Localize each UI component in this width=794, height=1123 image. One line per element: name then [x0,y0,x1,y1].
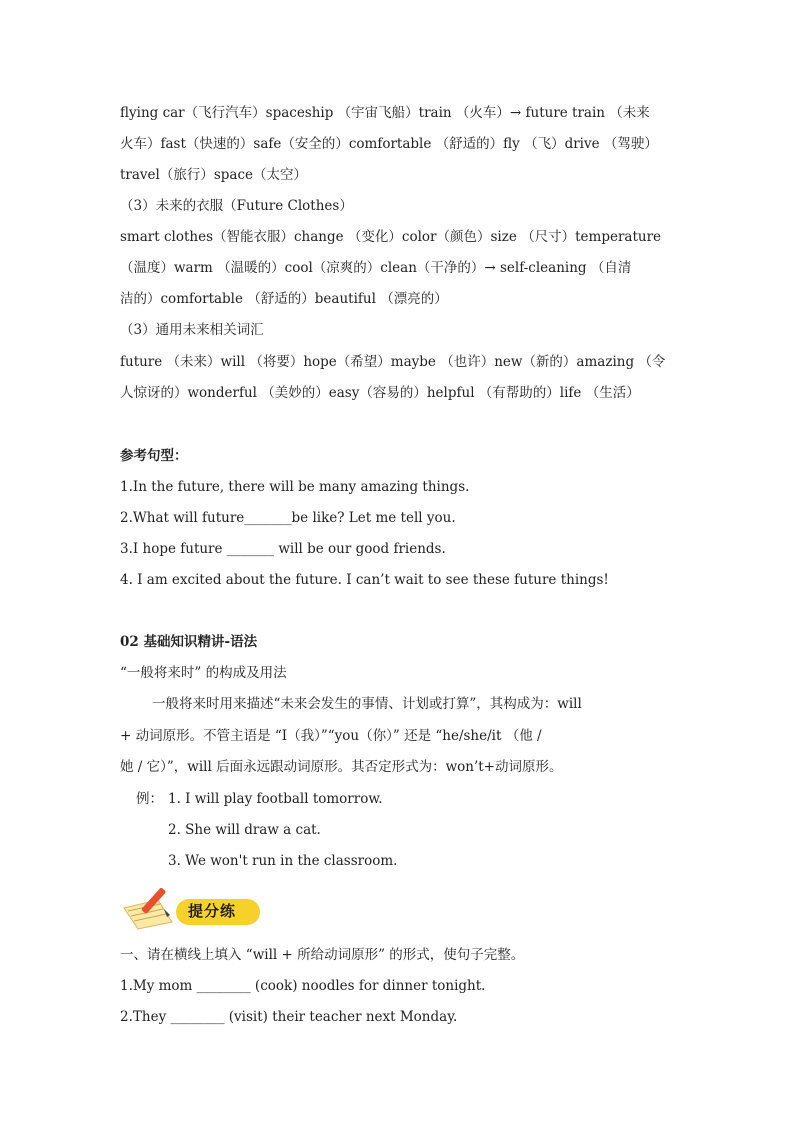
sentence-item: 1.In the future, there will be many amazing things. [120,479,470,495]
example-item: 2. She will draw a cat. [168,822,321,838]
grammar-paragraph: + 动词原形。不管主语是 “I（我）”“you（你）” 还是 “he/she/it （他 / [120,728,542,744]
vocab-line: 洁的）comfortable （舒适的）beautiful （漂亮的） [120,291,448,307]
grammar-paragraph: 一般将来时用来描述“未来会发生的事情、计划或打算”，其构成为：will [152,696,582,712]
example-item: 3. We won't run in the classroom. [168,853,398,869]
practice-item: 1.My mom ________ (cook) noodles for dinner tonight. [120,978,486,994]
vocab-line: flying car（飞行汽车）spaceship （宇宙飞船）train （火车）→ future train （未来 [120,105,650,121]
practice-badge [118,882,268,932]
grammar-heading: 02 基础知识精讲-语法 [120,634,258,650]
vocab-line: travel（旅行）space（太空） [120,167,308,183]
grammar-subheading: “一般将来时” 的构成及用法 [120,665,287,681]
vocab-line: 火车）fast（快速的）safe（安全的）comfortable （舒适的）fly （飞）drive （驾驶） [120,136,658,152]
vocab-line: future （未来）will （将要）hope（希望）maybe （也许）new（新的）amazing （令 [120,354,666,370]
sentence-item: 3.I hope future _______ will be our good friends. [120,541,446,557]
example-item: 1. I will play football tomorrow. [168,791,383,807]
vocab-line: smart clothes（智能衣服）change （变化）color（颜色）size （尺寸）temperature [120,229,662,245]
practice-instruction: 一、请在横线上填入 “will + 所给动词原形” 的形式，使句子完整。 [120,947,525,963]
section-heading: （3）未来的衣服（Future Clothes） [120,198,353,214]
sentence-item: 2.What will future_______be like? Let me tell you. [120,510,456,526]
vocab-line: （温度）warm （温暖的）cool（凉爽的）clean（干净的）→ self-cleaning （自清 [120,260,632,276]
sentences-heading: 参考句型： [120,448,188,464]
grammar-paragraph: 她 / 它）”，will 后面永远跟动词原形。其否定形式为：won’t+动词原形。 [120,759,563,775]
example-label: 例： [136,791,163,807]
practice-item: 2.They ________ (visit) their teacher next Monday. [120,1009,458,1025]
vocab-line: 人惊讶的）wonderful （美妙的）easy（容易的）helpful （有帮助的）life （生活） [120,385,640,401]
sentence-item: 4. I am excited about the future. I can’t wait to see these future things! [120,572,609,588]
practice-badge-label: 提分练 [188,902,237,920]
section-heading: （3）通用未来相关词汇 [120,322,264,338]
